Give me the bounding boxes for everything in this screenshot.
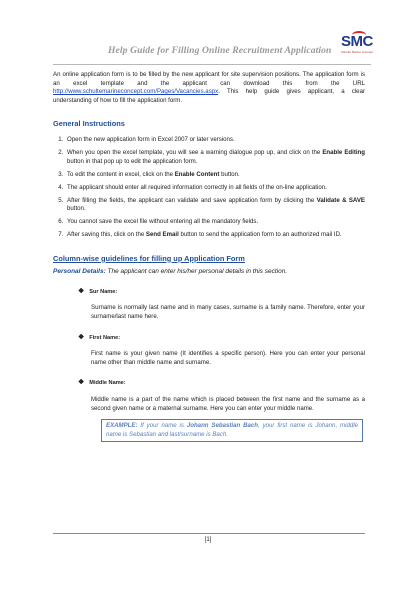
enable-content-label: Enable Content (174, 170, 220, 178)
instruction-text: button to send the application form to an authorized mail ID. (178, 231, 342, 239)
field-label: First Name: (89, 334, 121, 341)
personal-details-label: Personal Details: (53, 268, 106, 276)
logo-swoosh-icon (352, 31, 366, 39)
example-label: EXAMPLE: (106, 422, 138, 430)
logo-text: SMC (341, 33, 373, 50)
instruction-text: The applicant should enter all required information correctly in all fields of the on-line application. (67, 183, 327, 191)
column-guidelines-heading: Column-wise guidelines for filling up Application Form (53, 253, 245, 263)
diamond-bullet-icon: ❖ (78, 287, 85, 295)
footer-divider (53, 533, 365, 534)
field-description: First name is your given name (It identifies a specific person). Here you can enter your personal name other than middle name and surname. (91, 350, 365, 366)
instruction-text: Open the new application form in Excel 2007 or later versions. (67, 135, 235, 143)
instruction-text: You cannot save the excel file without entering all the mandatory fields. (67, 218, 259, 226)
example-box (101, 419, 363, 442)
field-label: Sur Name: (89, 288, 118, 295)
field-middle-name (78, 379, 365, 388)
personal-details-intro (53, 268, 365, 277)
document-body (53, 71, 365, 442)
field-description: Surname is normally last name and in many cases, surname is a family name. Therefore, enter your surname/last name here. (91, 304, 365, 321)
instruction-item (65, 218, 365, 227)
field-description: Middle name is a part of the name which is placed between the first name and the surname as a second given name or a maternal surname. Here you can enter your middle name. (91, 396, 365, 412)
intro-text: An online application form is to be filled by the new applicant for site supervision positions. The application form is an excel template and the applicant can download this from the URL (53, 71, 365, 87)
field-surname (78, 288, 365, 297)
page-number: [1] (204, 537, 212, 543)
intro-text-end: . This help guide gives applicant, a clear understanding of how to fill the application form. (53, 88, 365, 104)
instruction-item (65, 149, 365, 166)
instruction-item (65, 197, 365, 214)
vacancies-link[interactable]: http://www.schultemarineconcept.com/Pages/Vacancies.aspx (53, 88, 219, 96)
example-text: If your name is (137, 422, 187, 430)
smc-logo (341, 34, 379, 60)
logo-subtext: Schulte Marine Concept (341, 50, 374, 54)
instruction-text: button. (219, 170, 240, 178)
intro-paragraph (53, 71, 365, 105)
instruction-text: button in that pop up to edit the application form. (67, 157, 198, 165)
header-divider (53, 64, 371, 65)
validate-save-label: Validate & SAVE (316, 196, 365, 204)
instruction-text: When you open the excel template, you will see a warning dialogue pop up, and click on the (67, 148, 323, 156)
instruction-text: After saving this, click on the (67, 231, 146, 239)
instruction-item (65, 171, 365, 180)
personal-details-text: The applicant can enter his/her personal details in this section. (105, 268, 288, 276)
page-header (0, 34, 416, 64)
send-email-label: Send Email (145, 231, 179, 239)
instruction-text: After filling the fields, the applicant can validate and save application form by clicking the (67, 196, 317, 204)
diamond-bullet-icon: ❖ (78, 379, 85, 387)
instruction-item (65, 184, 365, 193)
field-first-name (78, 334, 365, 343)
diamond-bullet-icon: ❖ (78, 333, 85, 341)
example-name: Johann Sebastian Bach (186, 422, 258, 430)
instruction-item (65, 231, 365, 240)
instruction-text: button. (67, 205, 86, 213)
header-title: Help Guide for Filling Online Recruitment Application (108, 45, 332, 56)
field-label: Middle Name: (89, 380, 126, 387)
instruction-item (65, 136, 365, 145)
enable-editing-label: Enable Editing (322, 148, 365, 156)
general-instructions-heading: General Instructions (53, 119, 125, 129)
instruction-text: To edit the content in excel, click on the (67, 170, 175, 178)
instructions-list (53, 136, 365, 240)
example-text: , your first name is Johann, middle name is Sebastian and last/surname is Bach. (106, 422, 358, 438)
